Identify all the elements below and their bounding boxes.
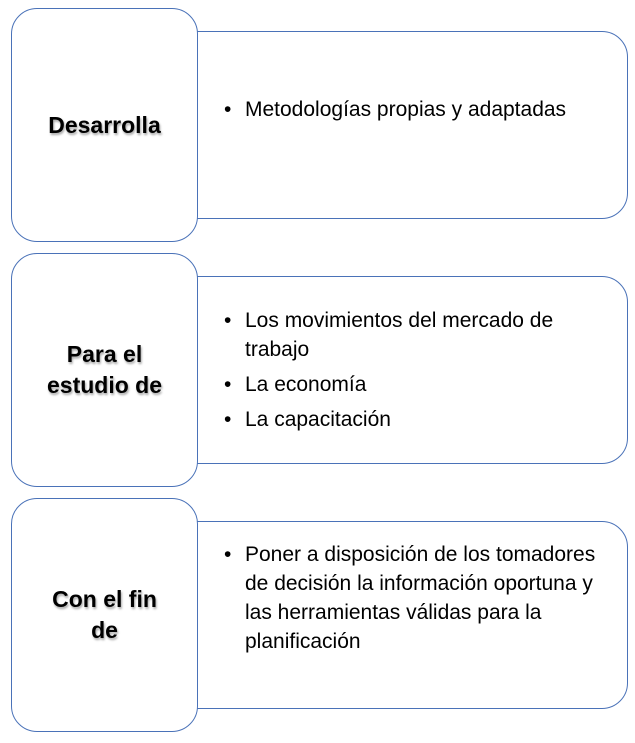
bullet-list-3 [224,540,617,662]
label-text-2: Para el estudio de [46,341,162,398]
list-item: • La economía [224,370,617,399]
label-box-3 [11,498,198,732]
list-item: • Los movimientos del mercado de trabajo [224,306,617,364]
list-item: • La capacitación [224,405,617,434]
bullet-list-1 [224,95,617,130]
list-item: • Poner a disposición de los tomadores de decisión la información oportuna y las herramientas válidas para la planificación [224,540,617,656]
bullet-list-2 [224,306,617,440]
label-box-1 [11,8,198,242]
label-box-2 [11,253,198,487]
list-item: • Metodologías propias y adaptadas [224,95,617,124]
label-text-3: Con el fin de [52,586,157,643]
label-text-1: Desarrolla [48,111,161,138]
